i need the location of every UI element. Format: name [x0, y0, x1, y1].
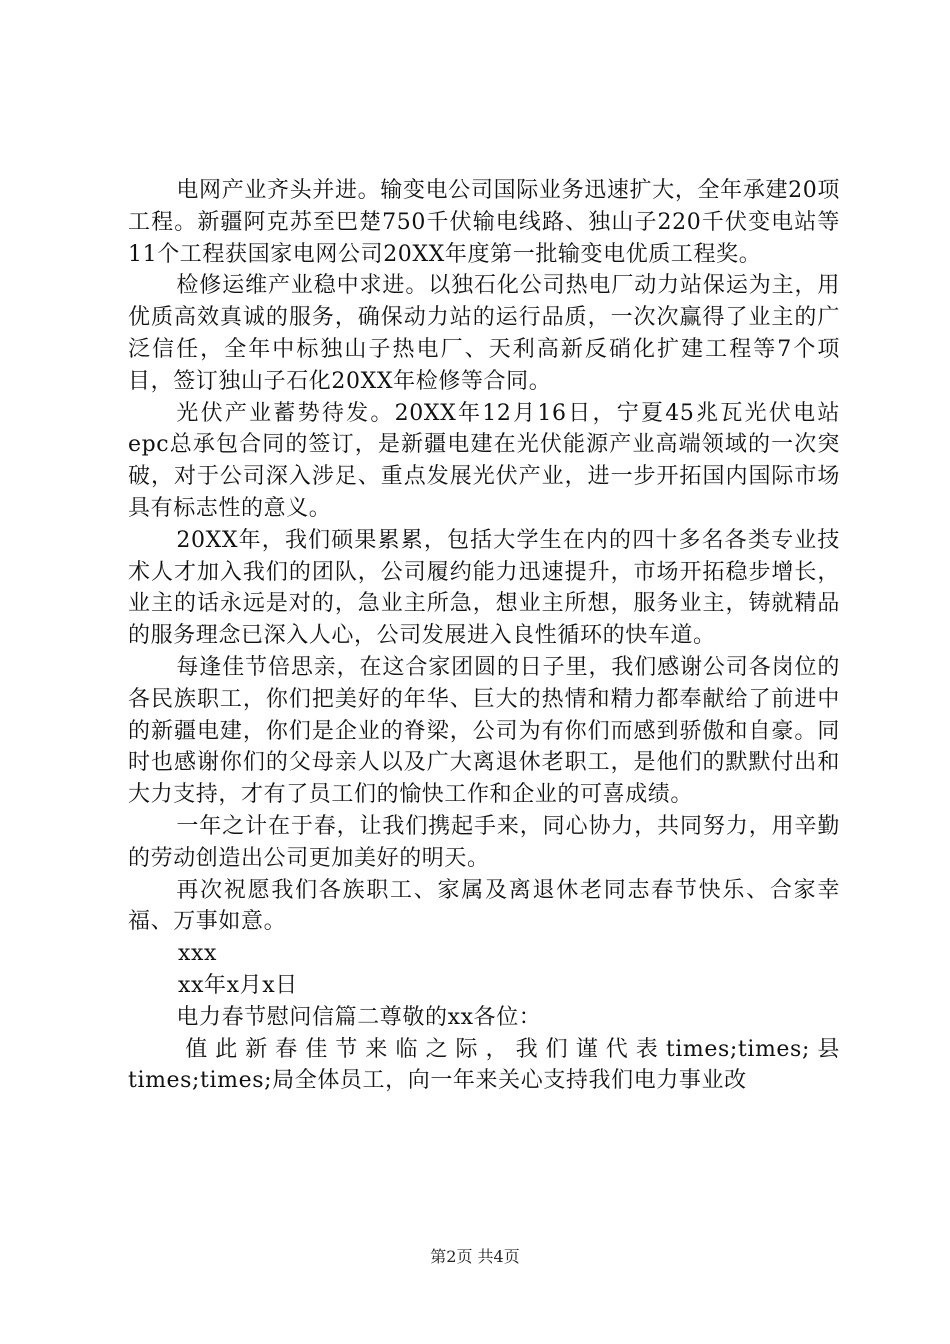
signature-date: xx年x月x日	[178, 972, 298, 998]
next-letter-title: 电力春节慰问信篇二尊敬的xx各位：	[176, 1004, 542, 1030]
paragraph-spring-plan: 一年之计在于春，让我们携起手来，同心协力，共同努力，用辛勤的劳动创造出公司更加美好的明天。	[128, 813, 840, 871]
document-body	[128, 175, 840, 1097]
page-number-footer: 第2页 共4页	[430, 1247, 520, 1266]
signature: xxx	[178, 941, 218, 967]
paragraph-maintenance-industry: 检修运维产业稳中求进。以独石化公司热电厂动力站保运为主，用优质高效真诚的服务，确保动力站的运行品质，一次次赢得了业主的广泛信任，全年中标独山子热电厂、天利高新反硝化扩建工程等7个项目，签订独山子石化20XX年检修等合同。	[128, 273, 840, 394]
paragraph-grid-industry: 电网产业齐头并进。输变电公司国际业务迅速扩大，全年承建20项工程。新疆阿克苏至巴楚750千伏输电线路、独山子220千伏变电站等11个工程获国家电网公司20XX年度第一批输变电优质工程奖。	[128, 178, 840, 267]
paragraph-photovoltaic-industry: 光伏产业蓄势待发。20XX年12月16日，宁夏45兆瓦光伏电站epc总承包合同的签订，是新疆电建在光伏能源产业高端领域的一次突破，对于公司深入涉足、重点发展光伏产业，进一步开拓国内国际市场具有标志性的意义。	[128, 400, 840, 521]
paragraph-holiday-thanks: 每逢佳节倍思亲，在这合家团圆的日子里，我们感谢公司各岗位的各民族职工，你们把美好的年华、巨大的热情和精力都奉献给了前进中的新疆电建，你们是企业的脊梁，公司为有你们而感到骄傲和自豪。同时也感谢你们的父母亲人以及广大离退休老职工，是他们的默默付出和大力支持，才有了员工们的愉快工作和企业的可喜成绩。	[128, 654, 840, 808]
paragraph-wishes: 再次祝愿我们各族职工、家属及离退休老同志春节快乐、合家幸福、万事如意。	[128, 877, 840, 935]
paragraph-annual-achievements: 20XX年，我们硕果累累，包括大学生在内的四十多名各类专业技术人才加入我们的团队，公司履约能力迅速提升，市场开拓稳步增长，业主的话永远是对的，急业主所急，想业主所想，服务业主，铸就精品的服务理念已深入人心，公司发展进入良性循环的快车道。	[128, 527, 840, 649]
next-letter-paragraph: 值此新春佳节来临之际，我们谨代表times;times;县times;times;局全体员工，向一年来关心支持我们电力事业改	[128, 1036, 840, 1094]
